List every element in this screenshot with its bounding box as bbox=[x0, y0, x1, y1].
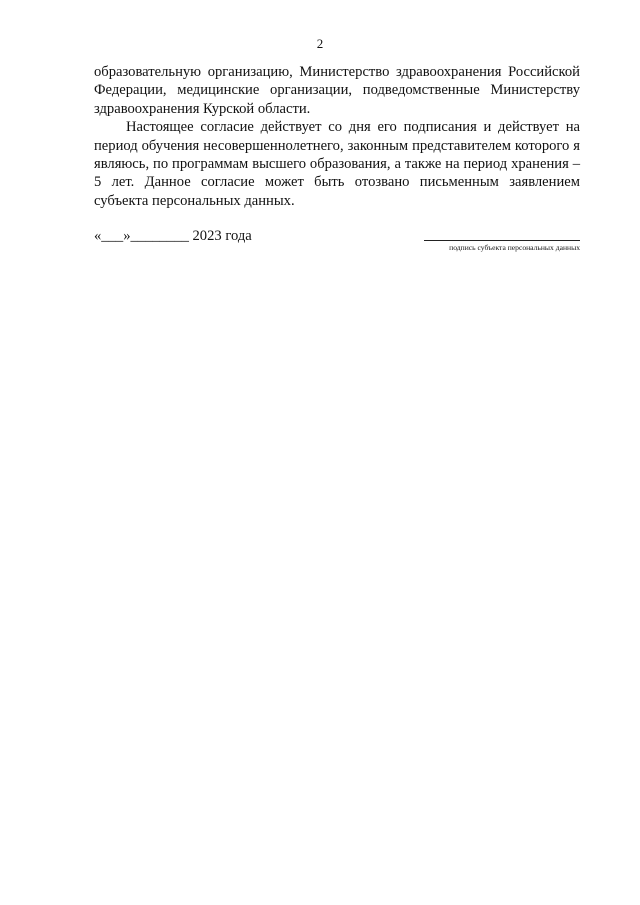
paragraph-consent-validity: Настоящее согласие действует со дня его подписания и действует на период обучения несовершеннолетнего, законным представителем которого я являюсь, по программам высшего образования, а также на период хранения – 5 лет. Данное согласие может быть отозвано письменным заявлением субъекта персональных данных. bbox=[94, 119, 580, 209]
signature-line bbox=[424, 226, 580, 241]
signature-caption: подпись субъекта персональных данных bbox=[449, 243, 580, 252]
signature-block bbox=[424, 226, 580, 252]
date-field: «___»________ 2023 года bbox=[94, 228, 252, 244]
page-number: 2 bbox=[316, 36, 324, 51]
paragraph-continuation: образовательную организацию, Министерство здравоохранения Российской Федерации, медицинские организации, подведомственные Министерству здравоохранения Курской области. bbox=[94, 64, 580, 117]
document-body bbox=[94, 63, 580, 210]
